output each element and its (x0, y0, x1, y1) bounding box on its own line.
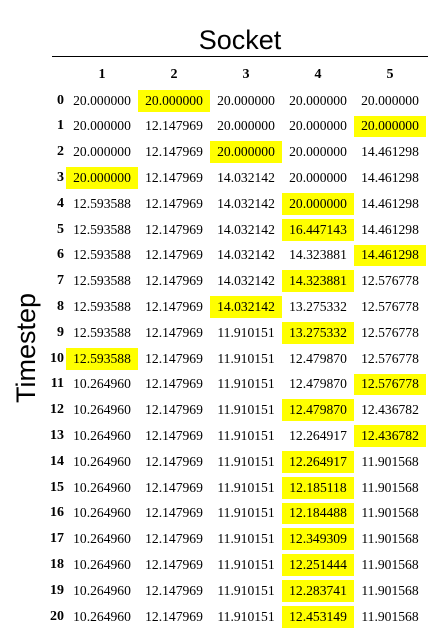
highlighted-cell: 14.461298 (354, 245, 426, 267)
table-cell: 12.147969 (145, 299, 203, 315)
table-cell: 10.264960 (73, 557, 131, 573)
table-cell: 11.901568 (361, 453, 419, 469)
table-cell: 14.461298 (361, 170, 419, 186)
data-table (42, 62, 426, 630)
table-cell: 11.910151 (217, 582, 275, 598)
highlighted-cell: 14.323881 (282, 270, 354, 292)
highlighted-cell: 12.453149 (282, 606, 354, 628)
row-header: 17 (50, 531, 64, 547)
table-cell: 10.264960 (73, 453, 131, 469)
table-cell: 20.000000 (289, 118, 347, 134)
highlighted-cell: 12.593588 (66, 348, 138, 370)
table-cell: 12.264917 (289, 428, 347, 444)
table-cell: 12.593588 (73, 195, 131, 211)
table-cell: 20.000000 (289, 144, 347, 160)
table-cell: 14.461298 (361, 221, 419, 237)
table-cell: 12.479870 (289, 350, 347, 366)
table-cell: 20.000000 (289, 92, 347, 108)
table-cell: 12.147969 (145, 479, 203, 495)
highlighted-cell: 20.000000 (282, 193, 354, 215)
highlighted-cell: 20.000000 (210, 141, 282, 163)
row-header: 15 (50, 479, 64, 495)
highlighted-cell: 16.447143 (282, 219, 354, 241)
highlighted-cell: 12.264917 (282, 451, 354, 473)
highlighted-cell: 12.283741 (282, 580, 354, 602)
row-header: 20 (50, 608, 64, 624)
table-cell: 14.032142 (217, 195, 275, 211)
row-header: 18 (50, 557, 64, 573)
table-cell: 20.000000 (217, 92, 275, 108)
table-cell: 12.147969 (145, 531, 203, 547)
table-cell: 11.910151 (217, 402, 275, 418)
table-cell: 12.576778 (361, 350, 419, 366)
table-cell: 11.901568 (361, 608, 419, 624)
row-header: 16 (50, 505, 64, 521)
corner-cell (42, 62, 66, 88)
table-title-socket: Socket (198, 25, 282, 55)
row-header: 14 (50, 453, 64, 469)
row-header: 5 (57, 221, 64, 237)
row-header: 7 (57, 273, 64, 289)
table-cell: 12.576778 (361, 324, 419, 340)
table-cell: 10.264960 (73, 531, 131, 547)
row-header: 13 (50, 428, 64, 444)
table-cell: 11.901568 (361, 505, 419, 521)
highlighted-cell: 20.000000 (138, 90, 210, 112)
row-header: 0 (57, 92, 64, 108)
table-cell: 12.576778 (361, 299, 419, 315)
highlighted-cell: 20.000000 (66, 167, 138, 189)
table-cell: 20.000000 (73, 92, 131, 108)
highlighted-cell: 12.436782 (354, 425, 426, 447)
table-cell: 10.264960 (73, 428, 131, 444)
table-cell: 12.147969 (145, 273, 203, 289)
table-cell: 14.323881 (289, 247, 347, 263)
row-header: 8 (57, 299, 64, 315)
table-cell: 10.264960 (73, 608, 131, 624)
table-cell: 20.000000 (73, 118, 131, 134)
table-cell: 14.032142 (217, 221, 275, 237)
highlighted-cell: 14.032142 (210, 296, 282, 318)
table-cell: 11.910151 (217, 531, 275, 547)
row-header: 11 (50, 376, 64, 392)
highlighted-cell: 12.349309 (282, 528, 354, 550)
table-cell: 12.593588 (73, 221, 131, 237)
table-cell: 12.147969 (145, 428, 203, 444)
table-cell: 10.264960 (73, 376, 131, 392)
table-cell: 12.147969 (145, 582, 203, 598)
row-header: 12 (50, 402, 64, 418)
table-cell: 20.000000 (217, 118, 275, 134)
row-header: 4 (57, 195, 64, 211)
row-header: 10 (50, 350, 64, 366)
row-header: 19 (50, 582, 64, 598)
table-cell: 12.147969 (145, 376, 203, 392)
table-cell: 14.461298 (361, 144, 419, 160)
highlighted-cell: 13.275332 (282, 322, 354, 344)
row-header: 6 (57, 247, 64, 263)
table-cell: 11.910151 (217, 324, 275, 340)
highlighted-cell: 12.479870 (282, 399, 354, 421)
table-cell: 12.147969 (145, 505, 203, 521)
table-cell: 12.147969 (145, 221, 203, 237)
table-cell: 11.910151 (217, 505, 275, 521)
table-cell: 12.479870 (289, 376, 347, 392)
table-cell: 12.147969 (145, 247, 203, 263)
table-cell: 14.032142 (217, 247, 275, 263)
table-cell: 11.910151 (217, 479, 275, 495)
table-cell: 12.593588 (73, 299, 131, 315)
table-cell: 11.910151 (217, 608, 275, 624)
table-cell: 14.032142 (217, 170, 275, 186)
table-cell: 12.147969 (145, 402, 203, 418)
table-cell: 12.147969 (145, 195, 203, 211)
table-cell: 10.264960 (73, 479, 131, 495)
table-cell: 12.576778 (361, 273, 419, 289)
table-cell: 12.593588 (73, 273, 131, 289)
table-cell: 11.910151 (217, 453, 275, 469)
highlighted-cell: 12.185118 (282, 477, 354, 499)
table-cell: 11.901568 (361, 531, 419, 547)
table-cell: 20.000000 (73, 144, 131, 160)
table-cell: 13.275332 (289, 299, 347, 315)
table-cell: 11.901568 (361, 582, 419, 598)
column-header: 1 (98, 66, 106, 82)
row-header: 3 (57, 170, 64, 186)
table-cell: 10.264960 (73, 505, 131, 521)
table-cell: 14.461298 (361, 195, 419, 211)
row-header: 1 (57, 118, 64, 134)
column-header: 5 (386, 66, 394, 82)
table-cell: 14.032142 (217, 273, 275, 289)
highlighted-cell: 20.000000 (354, 116, 426, 138)
table-cell: 12.147969 (145, 118, 203, 134)
row-header: 2 (57, 144, 64, 160)
table-cell: 12.593588 (73, 247, 131, 263)
table-cell: 11.910151 (217, 557, 275, 573)
table-cell: 10.264960 (73, 582, 131, 598)
table-cell: 11.901568 (361, 557, 419, 573)
table-cell: 12.593588 (73, 324, 131, 340)
column-header: 2 (170, 66, 178, 82)
axis-label-timestep: Timestep (11, 292, 41, 404)
table-cell: 20.000000 (289, 170, 347, 186)
table-cell: 11.910151 (217, 428, 275, 444)
table-cell: 11.910151 (217, 376, 275, 392)
table-cell: 11.901568 (361, 479, 419, 495)
table-cell: 12.147969 (145, 324, 203, 340)
row-header: 9 (57, 324, 64, 340)
table-cell: 12.147969 (145, 170, 203, 186)
table-cell: 20.000000 (361, 92, 419, 108)
column-header: 4 (314, 66, 322, 82)
table-cell: 11.910151 (217, 350, 275, 366)
table-cell: 12.147969 (145, 453, 203, 469)
table-cell: 12.147969 (145, 557, 203, 573)
highlighted-cell: 12.576778 (354, 374, 426, 396)
table-cell: 12.147969 (145, 608, 203, 624)
header-rule (52, 56, 428, 57)
table-cell: 10.264960 (73, 402, 131, 418)
table-cell: 12.147969 (145, 144, 203, 160)
table-cell: 12.436782 (361, 402, 419, 418)
column-header: 3 (242, 66, 250, 82)
highlighted-cell: 12.184488 (282, 503, 354, 525)
table-cell: 12.147969 (145, 350, 203, 366)
highlighted-cell: 12.251444 (282, 554, 354, 576)
